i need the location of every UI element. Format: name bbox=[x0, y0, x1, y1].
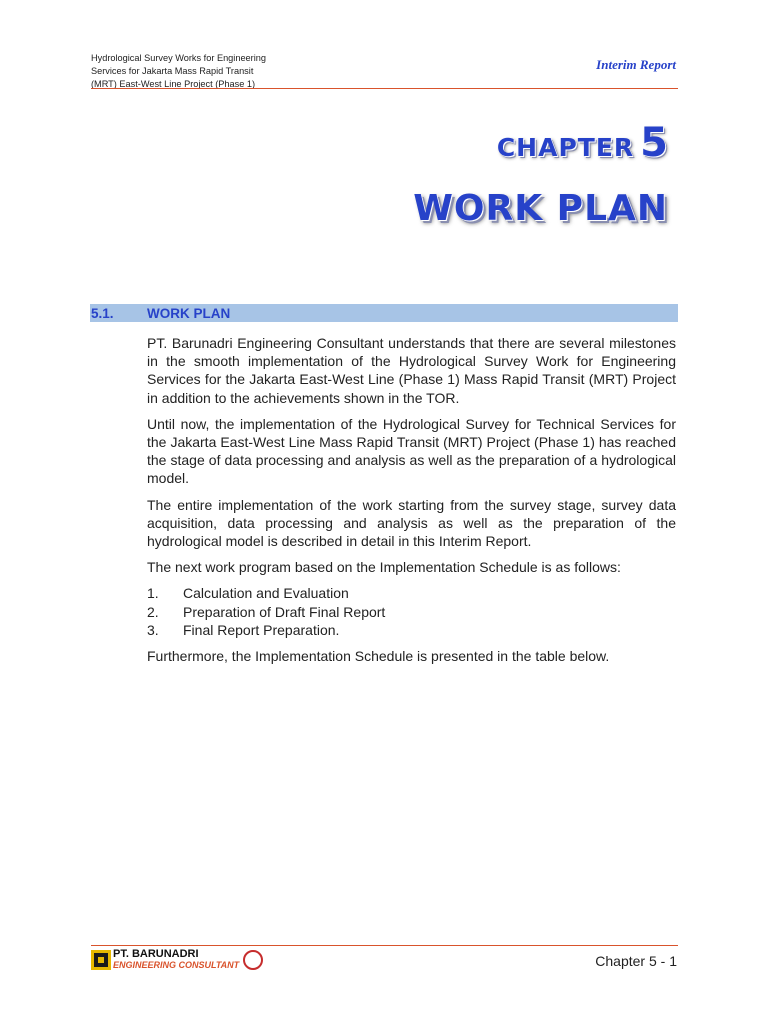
chapter-number: 5 bbox=[640, 120, 668, 166]
seal-icon bbox=[243, 950, 263, 970]
header-project-title bbox=[91, 52, 331, 91]
page-number: Chapter 5 - 1 bbox=[595, 953, 677, 969]
company-logo-text bbox=[113, 949, 239, 971]
company-logo-icon bbox=[91, 950, 111, 970]
section-title: WORK PLAN bbox=[147, 305, 231, 321]
header-divider bbox=[91, 88, 678, 89]
list-item-number: 2. bbox=[147, 603, 159, 620]
list-item bbox=[147, 584, 676, 602]
chapter-word: CHAPTER bbox=[496, 133, 635, 162]
paragraph: Until now, the implementation of the Hydrological Survey for Technical Services for the Jakarta East-West Line Mass Rapid Transit (MRT) Project (Phase 1) has reached the stage of data processing and analysis as well as the preparation of a hydrological model. bbox=[147, 415, 676, 487]
header-project-line: Hydrological Survey Works for Engineering bbox=[91, 53, 266, 63]
chapter-heading bbox=[497, 120, 668, 166]
company-name: PT. BARUNADRI bbox=[113, 948, 199, 960]
company-subtitle: ENGINEERING CONSULTANT bbox=[113, 960, 240, 970]
list-item-text: Preparation of Draft Final Report bbox=[183, 603, 386, 620]
closing-paragraph: Furthermore, the Implementation Schedule is presented in the table below. bbox=[147, 648, 610, 665]
header-project-line: Services for Jakarta Mass Rapid Transit bbox=[91, 66, 254, 76]
chapter-title: WORK PLAN bbox=[413, 188, 668, 229]
report-type-label: Interim Report bbox=[596, 57, 676, 72]
list-item bbox=[147, 621, 676, 639]
list-item bbox=[147, 603, 676, 621]
list-item-text: Calculation and Evaluation bbox=[183, 585, 349, 602]
body-text bbox=[147, 334, 676, 673]
footer-divider bbox=[91, 945, 678, 946]
list-item-number: 3. bbox=[147, 621, 159, 638]
section-heading-bar bbox=[90, 304, 678, 322]
paragraph: The entire implementation of the work starting from the survey stage, survey data acquisition, data processing and analysis as well as the preparation of the hydrological model is described in detail in this Interim Report. bbox=[147, 496, 676, 550]
paragraph: The next work program based on the Implementation Schedule is as follows: bbox=[147, 559, 621, 576]
work-program-list bbox=[147, 584, 676, 639]
paragraph: PT. Barunadri Engineering Consultant understands that there are several milestones in the smooth implementation of the Hydrological Survey Work for Engineering Services for the Jakarta East-West Line (Phase 1) Mass Rapid Transit (MRT) Project in addition to the achievements shown in the TOR. bbox=[147, 335, 676, 406]
list-item-text: Final Report Preparation. bbox=[183, 621, 340, 638]
header-project-line: (MRT) East-West Line Project (Phase 1) bbox=[91, 79, 256, 89]
company-logo bbox=[91, 949, 263, 971]
list-item-number: 1. bbox=[147, 585, 159, 602]
section-number: 5.1. bbox=[91, 305, 114, 321]
